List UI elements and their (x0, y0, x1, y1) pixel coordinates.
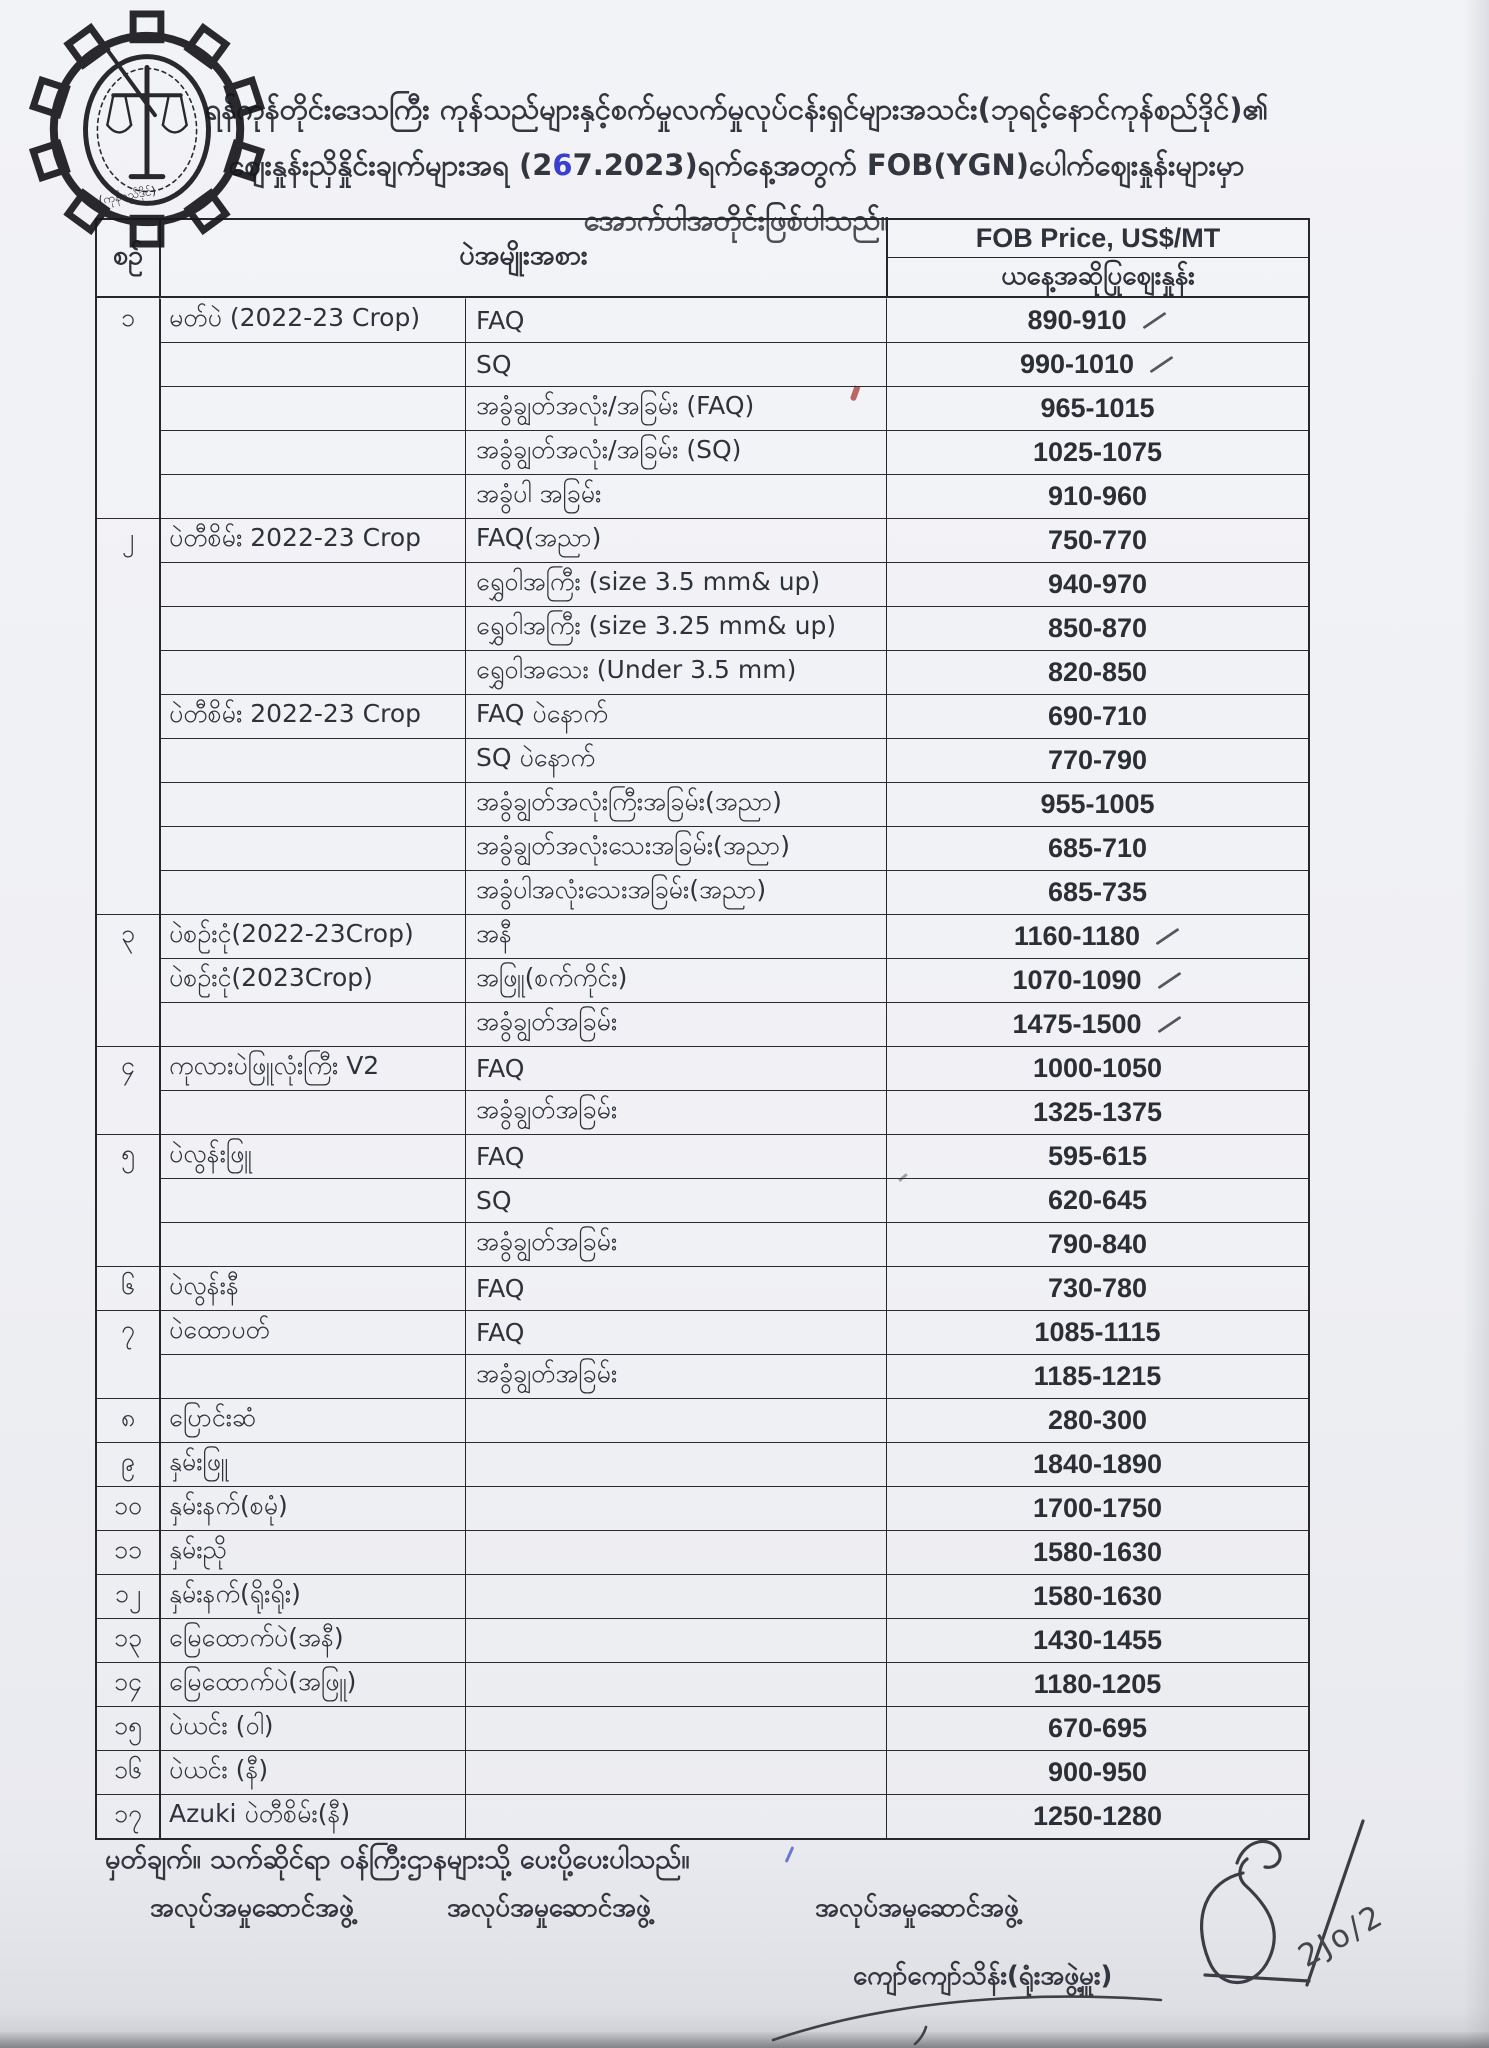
price-range: 1180-1205 (1033, 1669, 1162, 1699)
price-range: 750-770 (1047, 525, 1148, 555)
row-number-cell (97, 1002, 159, 1046)
price-range: 900-950 (1047, 1757, 1148, 1787)
price-cell (886, 958, 1308, 1002)
price-range: 1185-1215 (1033, 1361, 1162, 1391)
col-header-bean-type: ပဲအမျိုးအစား (159, 220, 886, 296)
row-number-cell (97, 474, 159, 518)
grade-cell: အနီ (465, 914, 886, 958)
table-row (97, 958, 1308, 1002)
price-cell (886, 1178, 1308, 1222)
table-row (97, 1002, 1308, 1046)
table-row (97, 606, 1308, 650)
footer-note: မှတ်ချက်။ သက်ဆိုင်ရာ ဝန်ကြီးဌာနများသို့ ပေးပို့ပေးပါသည်။ (105, 1844, 690, 1875)
variety-cell: ပဲတီစိမ်း 2022-23 Crop (159, 518, 465, 562)
variety-cell (159, 386, 465, 430)
price-cell (886, 1574, 1308, 1618)
handwritten-date: 2Jo/2 (1292, 1897, 1391, 1975)
blue-ink-mark (785, 1846, 795, 1863)
grade-cell (465, 1398, 886, 1442)
price-range: 620-645 (1047, 1185, 1148, 1215)
grade-cell: FAQ (465, 1046, 886, 1090)
price-cell (886, 1706, 1308, 1750)
price-range: 1580-1630 (1032, 1537, 1163, 1567)
grade-cell: FAQ (465, 298, 886, 342)
row-number-cell (97, 782, 159, 826)
variety-cell: Azuki ပဲတီစိမ်း(နီ) (159, 1794, 465, 1838)
col-header-fob-price: FOB Price, US$/MT (888, 220, 1308, 258)
price-cell (886, 1310, 1308, 1354)
row-number-cell (97, 694, 159, 738)
price-range: 1325-1375 (1032, 1097, 1163, 1127)
grade-cell (465, 1662, 886, 1706)
row-number-cell: ၆ (97, 1266, 159, 1310)
table-row (97, 914, 1308, 958)
grade-cell: SQ (465, 342, 886, 386)
row-number-cell: ၁၆ (97, 1750, 159, 1794)
table-row (97, 342, 1308, 386)
price-cell (886, 1750, 1308, 1794)
seal-caption: (ကုန်စည်ဒိုင်) (97, 183, 158, 208)
table-header-row (97, 220, 1308, 298)
price-cell (886, 298, 1308, 342)
row-number-cell: ၁ (120, 303, 136, 332)
price-cell (886, 1618, 1308, 1662)
row-number-cell: ၁၅ (97, 1706, 159, 1750)
grade-cell: SQ (465, 1178, 886, 1222)
variety-cell: ပဲယင်း (ဝါ) (159, 1706, 465, 1750)
price-range: 955-1005 (1040, 789, 1155, 819)
price-range: 1250-1280 (1032, 1801, 1163, 1831)
table-row (97, 1750, 1308, 1794)
row-number-cell: ၁၁ (97, 1530, 159, 1574)
row-number-cell: ၁၂ (97, 1574, 159, 1618)
grade-cell: အခွံချွတ်အခြမ်း (465, 1354, 886, 1398)
col-header-no: စဉ် (112, 240, 144, 271)
row-number-cell (97, 826, 159, 870)
table-row (97, 1046, 1308, 1090)
grade-cell: FAQ (465, 1134, 886, 1178)
price-range: 1160-1180 (1013, 921, 1141, 951)
price-range: 1475-1500 (1012, 1009, 1142, 1039)
price-range: 1085-1115 (1034, 1317, 1161, 1347)
price-cell (886, 870, 1308, 914)
variety-cell (159, 870, 465, 914)
grade-cell: အခွံပါ အခြမ်း (465, 474, 886, 518)
variety-cell (159, 738, 465, 782)
row-number-cell (97, 430, 159, 474)
price-cell (886, 1266, 1308, 1310)
price-cell (886, 430, 1308, 474)
grade-cell: အခွံချွတ်အခြမ်း (465, 1222, 886, 1266)
table-row (97, 1178, 1308, 1222)
grade-cell: FAQ (465, 1266, 886, 1310)
variety-cell: နှမ်းနက်(စမုံ) (159, 1486, 465, 1530)
price-cell (886, 1794, 1308, 1838)
grade-cell: ရွှေဝါအကြီး (size 3.25 mm& up) (465, 606, 886, 650)
table-row (97, 1486, 1308, 1530)
price-range: 965-1015 (1040, 393, 1155, 423)
variety-cell (159, 474, 465, 518)
grade-cell: အခွံချွတ်အခြမ်း (465, 1090, 886, 1134)
price-range: 820-850 (1047, 657, 1148, 687)
price-range: 595-615 (1047, 1141, 1148, 1171)
price-range: 280-300 (1047, 1405, 1148, 1435)
price-range: 1025-1075 (1032, 437, 1163, 467)
row-number-cell (97, 870, 159, 914)
grade-cell: အဖြူ(စက်ကိုင်း) (465, 958, 886, 1002)
row-number-cell: ၉ (97, 1442, 159, 1486)
grade-cell (465, 1574, 886, 1618)
grade-cell: အခွံချွတ်အခြမ်း (465, 1002, 886, 1046)
grade-cell (465, 1618, 886, 1662)
variety-cell: မြေထောက်ပဲ(အဖြူ) (159, 1662, 465, 1706)
variety-cell (159, 562, 465, 606)
price-range: 685-710 (1047, 833, 1148, 863)
table-row (97, 1134, 1308, 1178)
grade-cell (465, 1706, 886, 1750)
grade-cell: ရွှေဝါအသေး (Under 3.5 mm) (465, 650, 886, 694)
price-cell (886, 1530, 1308, 1574)
price-range: 730-780 (1047, 1273, 1148, 1303)
variety-cell (159, 430, 465, 474)
variety-cell: ပဲယင်း (နီ) (159, 1750, 465, 1794)
price-range: 990-1010 (1019, 349, 1135, 379)
row-number-cell (97, 342, 159, 386)
variety-cell: ပဲလွန်းနီ (159, 1266, 465, 1310)
price-cell (886, 1662, 1308, 1706)
price-cell (886, 386, 1308, 430)
table-row (97, 1398, 1308, 1442)
committee-label-1: အလုပ်အမှုဆောင်အဖွဲ့ (150, 1893, 354, 1923)
row-number-cell (97, 606, 159, 650)
variety-cell: ပဲစဉ်းငုံ(2023Crop) (159, 958, 465, 1002)
table-row (97, 562, 1308, 606)
pencil-checkmark-icon (1150, 356, 1174, 374)
pencil-checkmark-icon (1156, 928, 1180, 946)
price-cell (886, 474, 1308, 518)
variety-cell (159, 1354, 465, 1398)
scan-edge-shadow-bottom (0, 2032, 1489, 2048)
table-row (97, 1574, 1308, 1618)
handwritten-blue-digit: 6 (552, 147, 573, 182)
pencil-checkmark-icon (1157, 1016, 1181, 1034)
price-cell (886, 518, 1308, 562)
grade-cell: အခွံချွတ်အလုံး/အခြမ်း (FAQ) (465, 386, 886, 430)
variety-cell: မတ်ပဲ (2022-23 Crop) (159, 298, 465, 342)
grade-cell: SQ ပဲနောက် (465, 738, 886, 782)
row-number-cell (97, 562, 159, 606)
grade-cell (465, 1442, 886, 1486)
row-number-cell: ၃ (97, 914, 159, 958)
table-row (97, 1530, 1308, 1574)
row-number-cell: ၈ (97, 1398, 159, 1442)
row-number-cell: ၄ (97, 1046, 159, 1090)
table-row (97, 694, 1308, 738)
variety-cell: ပဲတီစိမ်း 2022-23 Crop (159, 694, 465, 738)
header-line-1: ရန်ကုန်တိုင်းဒေသကြီး ကုန်သည်များနှင့်စက်မှုလက်မှုလုပ်ငန်းရှင်များအသင်း(ဘုရင့်နောင်ကုန်စည်ဒိုင်)၏ (204, 92, 1269, 126)
grade-cell: ရွှေဝါအကြီး (size 3.5 mm& up) (465, 562, 886, 606)
signer-name: ကျော်ကျော်သိန်း(ရုံးအဖွဲ့မှူး) (853, 1961, 1113, 1991)
table-row (97, 1442, 1308, 1486)
variety-cell (159, 650, 465, 694)
pencil-checkmark-icon (1142, 312, 1166, 330)
price-cell (886, 738, 1308, 782)
col-header-today-price: ယနေ့အဆိုပြုဈေးနှုန်း (1001, 260, 1195, 291)
price-range: 1700-1750 (1032, 1493, 1163, 1523)
grade-cell (465, 1486, 886, 1530)
table-row (97, 1662, 1308, 1706)
row-number-cell: ၁၇ (97, 1794, 159, 1838)
col-header-price (886, 220, 1308, 296)
table-row (97, 298, 1308, 342)
price-cell (886, 1046, 1308, 1090)
table-row (97, 650, 1308, 694)
row-number-cell: ၁၃ (97, 1618, 159, 1662)
price-range: 1580-1630 (1032, 1581, 1163, 1611)
price-cell (886, 826, 1308, 870)
table-row (97, 1618, 1308, 1662)
table-row (97, 1090, 1308, 1134)
grade-cell: FAQ (465, 1310, 886, 1354)
price-cell (886, 1442, 1308, 1486)
grade-cell: FAQ ပဲနောက် (465, 694, 886, 738)
row-number-cell: ၅ (97, 1134, 159, 1178)
committee-label-3: အလုပ်အမှုဆောင်အဖွဲ့ (815, 1893, 1019, 1923)
fob-price-table (95, 218, 1310, 1840)
price-cell (886, 782, 1308, 826)
price-range: 1000-1050 (1032, 1053, 1163, 1083)
table-row (97, 782, 1308, 826)
price-cell (886, 1222, 1308, 1266)
pencil-checkmark-icon (1157, 972, 1181, 990)
variety-cell: နှမ်းညို (159, 1530, 465, 1574)
price-range: 685-735 (1047, 877, 1148, 907)
table-row (97, 870, 1308, 914)
price-range: 890-910 (1027, 305, 1127, 335)
price-cell (886, 1486, 1308, 1530)
row-number-cell (97, 1354, 159, 1398)
price-cell (886, 914, 1308, 958)
price-cell (886, 606, 1308, 650)
table-row (97, 1706, 1308, 1750)
price-cell (886, 1134, 1308, 1178)
price-range: 910-960 (1047, 481, 1148, 511)
association-seal-stamp (26, 10, 268, 248)
variety-cell: နှမ်းနက်(ရိုးရိုး) (159, 1574, 465, 1618)
price-range: 1840-1890 (1032, 1449, 1163, 1479)
header-line-2: ဈေးနှုန်းညှိနှိုင်းချက်များအရ (267.2023)ရက်နေ့အတွက် FOB(YGN)ပေါက်ဈေးနှုန်းများမှာ (228, 147, 1245, 182)
row-number-cell: ၂ (97, 518, 159, 562)
price-cell (886, 562, 1308, 606)
variety-cell (159, 782, 465, 826)
row-number-cell (97, 738, 159, 782)
grade-cell: အခွံချွတ်အလုံးကြီးအခြမ်း(အညာ) (465, 782, 886, 826)
price-cell (886, 1398, 1308, 1442)
table-row (97, 738, 1308, 782)
row-number-cell (97, 1090, 159, 1134)
variety-cell: ပြောင်းဆံ (159, 1398, 465, 1442)
price-cell (886, 650, 1308, 694)
row-number-cell: ၁၄ (97, 1662, 159, 1706)
variety-cell (159, 1178, 465, 1222)
grade-cell (465, 1750, 886, 1794)
table-row (97, 474, 1308, 518)
table-row (97, 430, 1308, 474)
variety-cell (159, 606, 465, 650)
variety-cell (159, 1002, 465, 1046)
variety-cell: ပဲစဉ်းငုံ(2022-23Crop) (159, 914, 465, 958)
price-cell (886, 1002, 1308, 1046)
price-cell (886, 342, 1308, 386)
scan-edge-shadow-right (1463, 0, 1489, 2048)
variety-cell: ပဲလွန်းဖြူ (159, 1134, 465, 1178)
table-row (97, 826, 1308, 870)
table-row (97, 1310, 1308, 1354)
grade-cell: အခွံပါအလုံးသေးအခြမ်း(အညာ) (465, 870, 886, 914)
row-number-cell (97, 1222, 159, 1266)
price-table-body (97, 298, 1308, 1838)
price-cell (886, 1090, 1308, 1134)
price-range: 1070-1090 (1012, 965, 1142, 995)
table-row (97, 1266, 1308, 1310)
table-row (97, 518, 1308, 562)
price-range: 940-970 (1047, 569, 1148, 599)
variety-cell (159, 1090, 465, 1134)
price-range: 770-790 (1047, 745, 1148, 775)
table-row (97, 1354, 1308, 1398)
table-row (97, 1794, 1308, 1838)
header-line-3: အောက်ပါအတိုင်းဖြစ်ပါသည်။ (583, 203, 890, 238)
price-range: 1430-1455 (1032, 1625, 1163, 1655)
variety-cell: မြေထောက်ပဲ(အနီ) (159, 1618, 465, 1662)
price-range: 670-695 (1047, 1713, 1148, 1743)
grade-cell (465, 1794, 886, 1838)
row-number-cell: ၇ (97, 1310, 159, 1354)
row-number-cell (97, 650, 159, 694)
variety-cell (159, 342, 465, 386)
variety-cell (159, 826, 465, 870)
row-number-cell (97, 386, 159, 430)
variety-cell (159, 1222, 465, 1266)
committee-label-2: အလုပ်အမှုဆောင်အဖွဲ့ (447, 1893, 651, 1923)
price-range: 850-870 (1047, 613, 1148, 643)
price-range: 690-710 (1047, 701, 1148, 731)
row-number-cell (97, 958, 159, 1002)
table-row (97, 1222, 1308, 1266)
variety-cell: ကုလားပဲဖြူလုံးကြီး V2 (159, 1046, 465, 1090)
price-cell (886, 694, 1308, 738)
grade-cell: အခွံချွတ်အလုံးသေးအခြမ်း(အညာ) (465, 826, 886, 870)
grade-cell: FAQ(အညာ) (465, 518, 886, 562)
price-cell (886, 1354, 1308, 1398)
grade-cell: အခွံချွတ်အလုံး/အခြမ်း (SQ) (465, 430, 886, 474)
table-row (97, 386, 1308, 430)
price-range: 790-840 (1047, 1229, 1148, 1259)
variety-cell: ပဲထောပတ် (159, 1310, 465, 1354)
row-number-cell (97, 1178, 159, 1222)
variety-cell: နှမ်းဖြူ (159, 1442, 465, 1486)
grade-cell (465, 1530, 886, 1574)
row-number-cell: ၁၀ (97, 1486, 159, 1530)
